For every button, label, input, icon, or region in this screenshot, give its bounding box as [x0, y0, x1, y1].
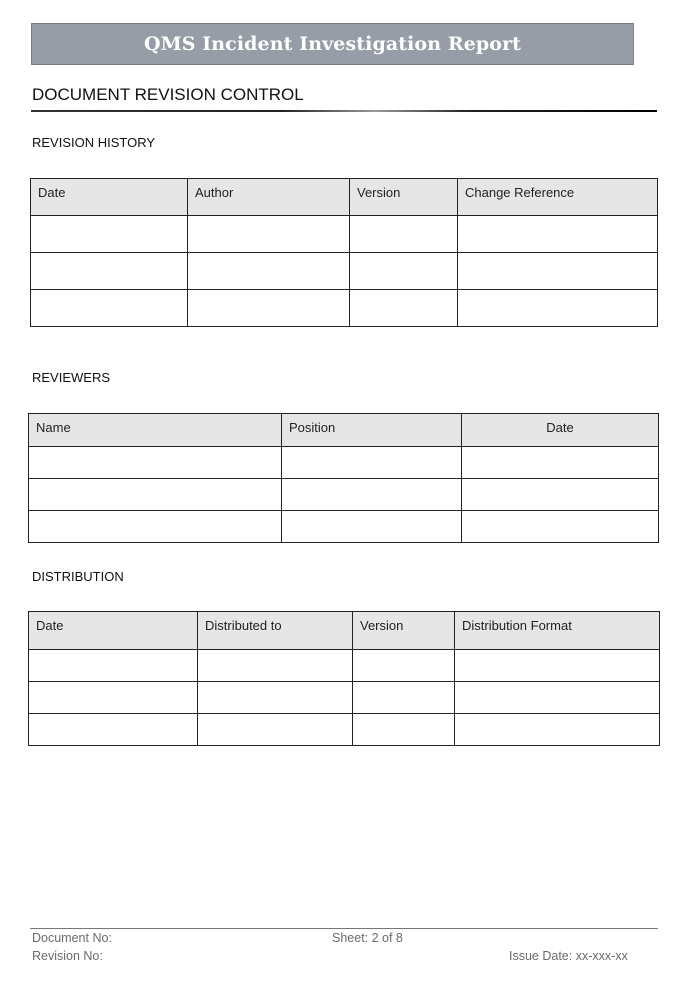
table-cell[interactable] [353, 682, 455, 714]
table-cell[interactable] [350, 216, 458, 253]
document-heading: DOCUMENT REVISION CONTROL [32, 85, 304, 104]
report-title: QMS Incident Investigation Report [143, 33, 522, 55]
column-header-date: Date [31, 179, 188, 216]
table-row [29, 511, 659, 543]
table-cell[interactable] [353, 650, 455, 682]
table-row [29, 714, 660, 746]
distribution-table [28, 611, 660, 746]
table-cell[interactable] [282, 479, 462, 511]
table-cell[interactable] [462, 511, 659, 543]
column-header-distributed-to: Distributed to [198, 612, 353, 650]
reviewers-table [28, 413, 659, 543]
column-header-date: Date [462, 414, 659, 447]
table-cell[interactable] [462, 479, 659, 511]
table-row [29, 447, 659, 479]
table-header-row [31, 179, 658, 216]
footer-issue-date: Issue Date: xx-xxx-xx [509, 949, 628, 963]
table-cell[interactable] [458, 290, 658, 327]
table-cell[interactable] [198, 682, 353, 714]
table-cell[interactable] [353, 714, 455, 746]
column-header-position: Position [282, 414, 462, 447]
table-row [29, 479, 659, 511]
table-cell[interactable] [198, 650, 353, 682]
distribution-label: DISTRIBUTION [32, 569, 124, 584]
table-cell[interactable] [29, 714, 198, 746]
footer-divider [30, 928, 658, 929]
table-row [29, 682, 660, 714]
table-cell[interactable] [350, 253, 458, 290]
table-cell[interactable] [31, 290, 188, 327]
table-cell[interactable] [198, 714, 353, 746]
column-header-distribution-format: Distribution Format [455, 612, 660, 650]
table-cell[interactable] [455, 682, 660, 714]
table-cell[interactable] [462, 447, 659, 479]
table-cell[interactable] [455, 650, 660, 682]
column-header-change-reference: Change Reference [458, 179, 658, 216]
table-cell[interactable] [188, 216, 350, 253]
table-cell[interactable] [29, 511, 282, 543]
table-cell[interactable] [29, 479, 282, 511]
column-header-date: Date [29, 612, 198, 650]
report-title-bar [31, 23, 634, 65]
column-header-version: Version [353, 612, 455, 650]
footer-document-no: Document No: [32, 931, 112, 945]
column-header-name: Name [29, 414, 282, 447]
table-cell[interactable] [282, 511, 462, 543]
table-cell[interactable] [31, 253, 188, 290]
table-cell[interactable] [282, 447, 462, 479]
revision-history-label: REVISION HISTORY [32, 135, 156, 150]
table-cell[interactable] [31, 216, 188, 253]
table-header-row [29, 612, 660, 650]
table-header-row [29, 414, 659, 447]
table-row [31, 216, 658, 253]
table-cell[interactable] [29, 650, 198, 682]
table-cell[interactable] [188, 253, 350, 290]
table-row [31, 253, 658, 290]
footer-sheet: Sheet: 2 of 8 [332, 931, 403, 945]
reviewers-label: REVIEWERS [32, 370, 111, 385]
footer-revision-no: Revision No: [32, 949, 103, 963]
table-cell[interactable] [350, 290, 458, 327]
table-cell[interactable] [29, 682, 198, 714]
table-cell[interactable] [458, 253, 658, 290]
column-header-author: Author [188, 179, 350, 216]
revision-history-table [30, 178, 658, 327]
table-row [31, 290, 658, 327]
table-cell[interactable] [188, 290, 350, 327]
table-row [29, 650, 660, 682]
heading-divider [31, 110, 657, 112]
table-cell[interactable] [455, 714, 660, 746]
column-header-version: Version [350, 179, 458, 216]
table-cell[interactable] [29, 447, 282, 479]
table-cell[interactable] [458, 216, 658, 253]
